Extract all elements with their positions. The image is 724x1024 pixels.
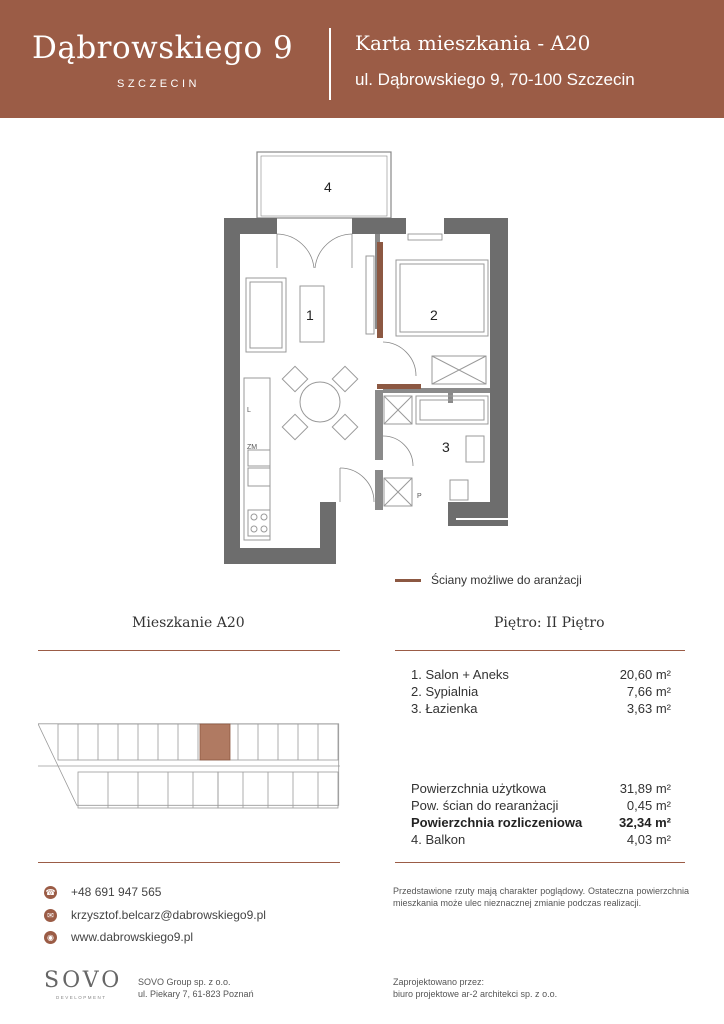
key-plan-highlight [200, 724, 230, 760]
sovo-logo-subtitle: DEVELOPMENT [56, 995, 107, 1000]
designer-label: Zaprojektowano przez: [393, 977, 485, 987]
company-name: SOVO Group sp. z o.o. [138, 977, 231, 987]
header [0, 0, 724, 118]
brand-logo-text: Dąbrowskiego 9 [32, 30, 294, 66]
company-address: ul. Piekary 7, 61-823 Poznań [138, 989, 254, 999]
brand-city: SZCZECIN [117, 78, 200, 90]
apartment-label: Mieszkanie A20 [132, 615, 245, 631]
company-info [138, 976, 254, 1000]
room-list [411, 666, 671, 717]
room-row: 1. Salon + Aneks 20,60 m² [411, 667, 671, 682]
designer-name: biuro projektowe ar-2 architekci sp. z o.o. [393, 989, 558, 999]
key-plan [38, 718, 340, 818]
room-number-3: 3 [442, 439, 450, 455]
fixture-label-fridge: L [247, 407, 251, 414]
floor-label: Piętro: II Piętro [494, 615, 605, 631]
page-title: Karta mieszkania - A20 [355, 31, 591, 55]
room-row: 2. Sypialnia 7,66 m² [411, 684, 671, 699]
room-number-1: 1 [306, 307, 314, 323]
dining-table [282, 366, 357, 439]
tv-unit [366, 256, 374, 334]
legend-swatch [395, 579, 421, 582]
email-icon: ✉ [44, 909, 57, 922]
area-row-total: Powierzchnia rozliczeniowa 32,34 m² [411, 815, 671, 830]
room-row: 3. Łazienka 3,63 m² [411, 701, 671, 716]
contact-email[interactable]: ✉ krzysztof.belcarz@dabrowskiego9.pl [44, 908, 266, 922]
divider-left-bottom [38, 862, 340, 863]
designer-info [393, 976, 557, 1000]
phone-icon: ☎ [45, 887, 56, 897]
radiator [408, 234, 442, 240]
area-row: Powierzchnia użytkowa 31,89 m² [411, 781, 671, 796]
bathroom-door [383, 436, 413, 466]
room-number-2: 2 [430, 307, 438, 323]
room-number-4: 4 [324, 179, 332, 195]
sofa [246, 278, 286, 352]
balcony-door [277, 234, 352, 268]
fixture-label-dishwasher: ZM [247, 444, 258, 451]
kitchen [244, 378, 270, 540]
area-row: Pow. ścian do rearanżacji 0,45 m² [411, 798, 671, 813]
fixture-label-washer: P [417, 493, 422, 500]
area-summary [411, 780, 671, 848]
bedroom-door [383, 342, 416, 376]
legend-label: Ściany możliwe do aranżacji [431, 573, 582, 587]
sovo-logo: SOVO [44, 968, 123, 993]
divider-right-bottom [395, 862, 685, 863]
contact-website[interactable]: ◉ www.dabrowskiego9.pl [44, 930, 193, 944]
entrance-door [340, 468, 374, 502]
divider-left [38, 650, 340, 651]
area-row: 4. Balkon 4,03 m² [411, 832, 671, 847]
page-address: ul. Dąbrowskiego 9, 70-100 Szczecin [355, 70, 635, 89]
globe-icon: ◉ [44, 931, 57, 944]
divider-right [395, 650, 685, 651]
disclaimer: Przedstawione rzuty mają charakter poglądowy. Ostateczna powierzchnia mieszkania może ulec nieznacznej zmianie podczas realizacji. [393, 886, 689, 908]
legend [395, 573, 582, 587]
bathroom-fixtures [384, 396, 488, 506]
bed [396, 260, 488, 336]
header-divider [329, 28, 331, 100]
contact-phone[interactable]: ☎ +48 691 947 565 [45, 885, 162, 899]
floor-plan [220, 150, 520, 570]
wardrobe [432, 356, 486, 384]
